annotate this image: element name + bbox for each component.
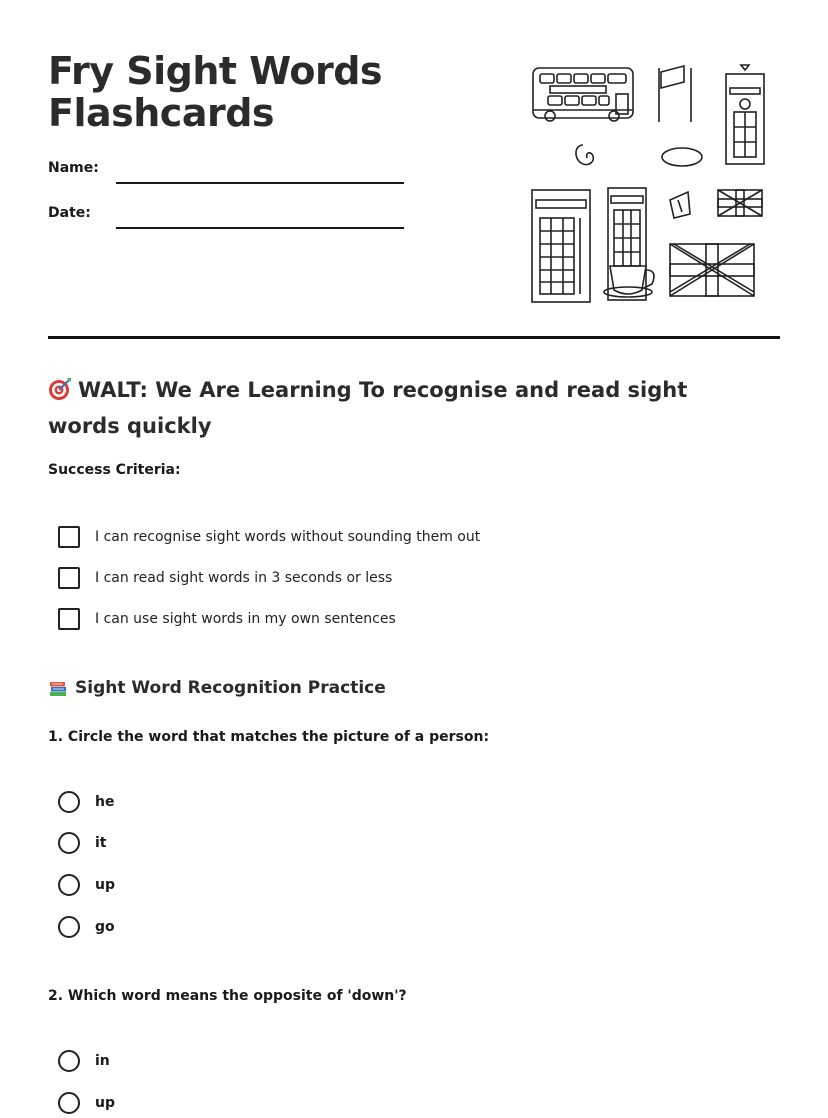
criteria-item[interactable]: [58, 567, 392, 589]
radio-button[interactable]: [58, 1050, 80, 1072]
practice-section-title: [48, 678, 386, 698]
union-jack-large-icon: [670, 244, 754, 296]
title-line-2: Flashcards: [48, 91, 275, 135]
criteria-text: I can recognise sight words without sounding them out: [95, 529, 481, 545]
answer-option[interactable]: [58, 916, 115, 938]
option-label: it: [95, 835, 107, 851]
london-clipart: [528, 60, 778, 305]
dart-target-icon: [48, 377, 72, 401]
answer-option[interactable]: [58, 874, 115, 896]
bean-icon: [662, 148, 702, 166]
page-title: [48, 50, 382, 134]
header-divider: [48, 336, 780, 339]
answer-option[interactable]: [58, 832, 107, 854]
radio-button[interactable]: [58, 874, 80, 896]
checkbox[interactable]: [58, 567, 80, 589]
option-label: he: [95, 794, 115, 810]
criteria-item[interactable]: [58, 608, 396, 630]
name-line[interactable]: [116, 182, 404, 184]
date-field[interactable]: [48, 205, 404, 221]
phone-box-small-icon: [726, 65, 764, 164]
crest-icon: [670, 192, 690, 218]
option-label: up: [95, 1095, 115, 1111]
name-field[interactable]: [48, 160, 404, 176]
doodle-icon: [576, 145, 593, 165]
books-icon: [48, 678, 68, 698]
answer-option[interactable]: [58, 791, 114, 813]
criteria-text: I can use sight words in my own sentences: [95, 611, 396, 627]
radio-button[interactable]: [58, 791, 80, 813]
date-line[interactable]: [116, 227, 404, 229]
title-line-1: Fry Sight Words: [48, 49, 383, 93]
checkbox[interactable]: [58, 608, 80, 630]
question-prompt: 1. Circle the word that matches the picture of a person:: [48, 729, 490, 745]
option-label: go: [95, 919, 115, 935]
union-jack-small-icon: [718, 190, 762, 216]
flag-icon: [659, 66, 691, 122]
name-label: Name:: [48, 160, 99, 176]
option-label: in: [95, 1053, 110, 1069]
phone-box-middle-icon: [608, 188, 646, 300]
criteria-item[interactable]: [58, 526, 480, 548]
answer-option[interactable]: [58, 1092, 115, 1114]
practice-title-text: Sight Word Recognition Practice: [75, 678, 386, 698]
answer-option[interactable]: [58, 1050, 110, 1072]
checkbox[interactable]: [58, 526, 80, 548]
phone-box-large-icon: [532, 190, 590, 302]
criteria-text: I can read sight words in 3 seconds or less: [95, 570, 393, 586]
radio-button[interactable]: [58, 1092, 80, 1114]
walt-heading: [48, 372, 748, 444]
success-criteria-label: Success Criteria:: [48, 462, 181, 478]
radio-button[interactable]: [58, 832, 80, 854]
option-label: up: [95, 877, 115, 893]
bus-icon: [533, 68, 633, 121]
walt-text: WALT: We Are Learning To recognise and read sight words quickly: [48, 378, 688, 438]
date-label: Date:: [48, 205, 91, 221]
question-prompt: 2. Which word means the opposite of 'down'?: [48, 988, 407, 1004]
radio-button[interactable]: [58, 916, 80, 938]
